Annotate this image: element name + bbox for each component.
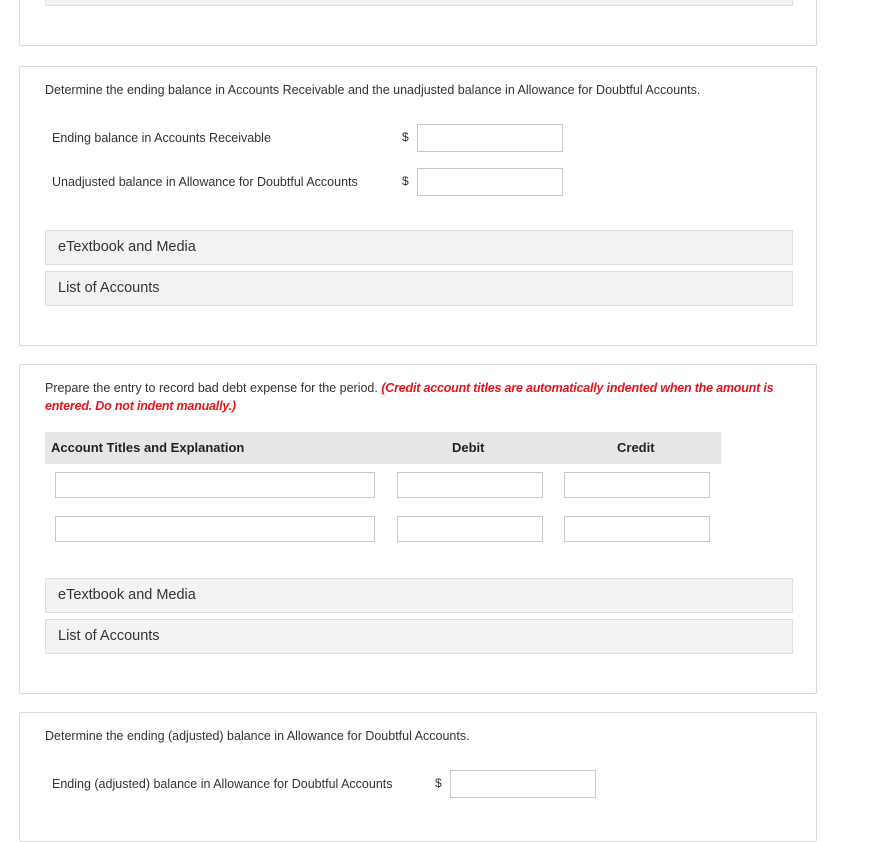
list-of-accounts-link[interactable]: List of Accounts <box>45 271 793 306</box>
credit-input[interactable] <box>564 516 710 542</box>
adjusted-balance-prompt: Determine the ending (adjusted) balance in Allowance for Doubtful Accounts. <box>45 729 470 743</box>
currency-symbol: $ <box>402 130 409 144</box>
previous-question-panel <box>19 0 817 46</box>
credit-input[interactable] <box>564 472 710 498</box>
journal-prompt-text: Prepare the entry to record bad debt expense for the period. <box>45 381 378 395</box>
allowance-adjusted-input[interactable] <box>450 770 596 798</box>
previous-panel-bar[interactable] <box>45 0 793 6</box>
question-panel-journal-entry <box>19 364 817 694</box>
list-of-accounts-link[interactable]: List of Accounts <box>45 619 793 654</box>
currency-symbol: $ <box>435 776 442 790</box>
balances-prompt: Determine the ending balance in Accounts Receivable and the unadjusted balance in Allowance for Doubtful Accounts. <box>45 83 701 97</box>
allowance-adjusted-label: Ending (adjusted) balance in Allowance for Doubtful Accounts <box>52 777 393 791</box>
header-account-titles: Account Titles and Explanation <box>51 440 245 455</box>
allowance-unadjusted-label: Unadjusted balance in Allowance for Doubtful Accounts <box>52 175 358 189</box>
allowance-unadjusted-input[interactable] <box>417 168 563 196</box>
indent-instruction: (Credit account titles are automatically indented when the amount is entered. Do not indent manually.) <box>45 381 774 413</box>
etextbook-media-link[interactable]: eTextbook and Media <box>45 578 793 613</box>
etextbook-media-link[interactable]: eTextbook and Media <box>45 230 793 265</box>
debit-input[interactable] <box>397 516 543 542</box>
journal-prompt <box>45 379 785 415</box>
question-panel-balances <box>19 66 817 346</box>
header-debit: Debit <box>452 440 485 455</box>
debit-input[interactable] <box>397 472 543 498</box>
journal-table-header <box>45 432 721 464</box>
question-panel-adjusted-balance <box>19 712 817 842</box>
currency-symbol: $ <box>402 174 409 188</box>
account-title-input[interactable] <box>55 472 375 498</box>
ar-ending-balance-label: Ending balance in Accounts Receivable <box>52 131 271 145</box>
header-credit: Credit <box>617 440 655 455</box>
ar-ending-balance-input[interactable] <box>417 124 563 152</box>
account-title-input[interactable] <box>55 516 375 542</box>
